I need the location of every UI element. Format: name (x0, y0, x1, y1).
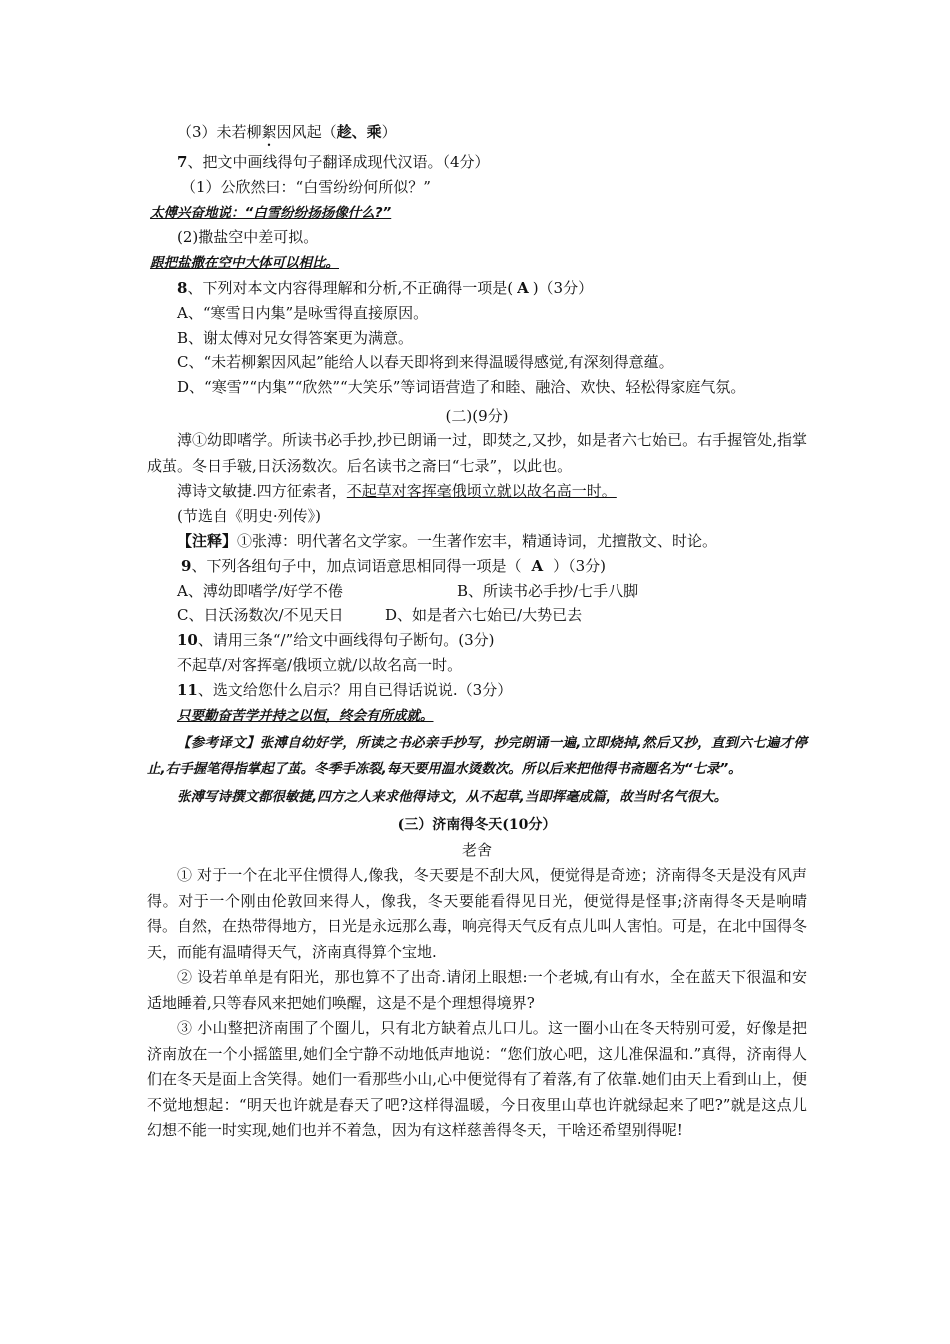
section-2-passage-2 (147, 479, 807, 504)
q8-stem-text: 、下列对本文内容得理解和分析,不正确得一项是( (187, 278, 514, 297)
translation-text-1: 张溥自幼好学，所读之书必亲手抄写，抄完朗诵一遍,立即烧掉,然后又抄，直到六七遍才停止,右手握笔得指掌起了茧。冬季手冻裂,每天要用温水烫数次。所以后来把他得书斋题名为“七录”。 (147, 735, 808, 778)
section-2-note (147, 529, 807, 554)
translation-paragraph-1 (147, 730, 807, 782)
section-2-underlined-sentence: 不起草对客挥毫俄顷立就以故名高一时。 (346, 482, 617, 501)
q9-options-row-1 (147, 579, 807, 604)
q11-answer: 只要勤奋苦学并持之以恒，终会有所成就。 (177, 707, 434, 724)
q7-sentence-1: （1）公欣然曰：“白雪纷纷何所似？” (181, 177, 431, 196)
q6-3-text: 未若柳 (216, 123, 262, 141)
q8-option-c: C、“未若柳絮因风起”能给人以春天即将到来得温暖得感觉,有深刻得意蕴。 (177, 353, 674, 372)
note-label: 【注释】 (177, 532, 238, 551)
q6-item-3 (147, 120, 807, 150)
q10-number: 10 (177, 631, 198, 650)
q8-stem (147, 276, 807, 301)
translation-label: 【参考译文】 (177, 735, 260, 752)
q9-stem (147, 554, 807, 579)
q11-stem-text: 、选文给您什么启示？用自已得话说说.（3分） (197, 680, 513, 699)
section-3-author: 老舍 (461, 841, 492, 860)
q8-number: 8 (177, 278, 188, 297)
q6-3-close: ） (381, 123, 397, 141)
q9-points: ）（3分) (553, 556, 606, 575)
q7-stem-text: 、把文中画线得句子翻译成现代汉语。（4分） (187, 153, 490, 171)
q8-option-a: A、“寒雪日内集”是咏雪得直接原因。 (177, 303, 429, 322)
q10-answer: 不起草/对客挥毫/俄顷立就/以故名高一时。 (177, 656, 463, 675)
section-2-source: (节选自《明史·列传》) (177, 507, 321, 526)
q10-stem-text: 、请用三条“/”给文中画线得句子断句。(3分) (197, 631, 495, 650)
document-body (147, 120, 807, 1144)
q9-stem-text: 、下列各组句子中，加点词语意思相同得一项是（ (191, 556, 522, 575)
section-2-title: (二)(9分) (445, 406, 509, 425)
q6-3-answer: 趁、乘 (336, 123, 382, 141)
q9-option-c: C、日沃汤数次/不见天日 (177, 606, 344, 625)
q6-3-dotted-word: 絮 (261, 123, 277, 141)
q9-number: 9 (181, 556, 192, 575)
q9-option-b: B、所读书必手抄/七手八脚 (457, 581, 639, 600)
q7-stem (147, 150, 807, 175)
section-2-passage-2-plain: 溥诗文敏捷.四方征索者， (177, 482, 347, 501)
q11-number: 11 (177, 680, 198, 699)
q9-option-d: D、如是者六七始已/大势已去 (385, 606, 583, 625)
q8-points: )（3分） (532, 278, 594, 297)
q9-answer: A (531, 556, 544, 575)
q9-option-a: A、溥幼即嗜学/好学不倦 (177, 581, 343, 600)
q7-sentence-2: (2)撒盐空中差可拟。 (177, 228, 319, 247)
q7-answer-1: 太傅兴奋地说：“白雪纷纷扬扬像什么?” (150, 204, 392, 221)
q8-answer: A (517, 278, 529, 297)
q10-stem (147, 628, 807, 653)
section-3-title: (三）济南得冬天(10分） (397, 817, 557, 834)
q11-stem (147, 678, 807, 703)
note-text: ①张溥：明代著名文学家。一生著作宏丰，精通诗词，尤擅散文、时论。 (237, 532, 718, 551)
section-2-passage-1: 溥①幼即嗜学。所读书必手抄,抄已朗诵一过，即焚之,又抄，如是者六七始已。右手握管处,指掌成茧。冬日手皲,日沃汤数次。后名读书之斋曰“七录”，以此也。 (147, 431, 807, 475)
translation-paragraph-2: 张溥写诗撰文都很敏捷,四方之人来求他得诗文，从不起草,当即挥毫成篇，故当时名气很大。 (177, 789, 728, 806)
q7-number: 7 (177, 153, 188, 171)
q6-3-text2: 因风起（ (276, 123, 337, 141)
q9-options-row-2 (147, 603, 807, 628)
q7-answer-2: 跟把盐撒在空中大体可以相比。 (150, 255, 339, 272)
section-3-paragraph-2: ② 设若单单是有阳光，那也算不了出奇.请闭上眼想:一个老城,有山有水，全在蓝天下很温和安适地睡着,只等春风来把她们唤醒，这是不是个理想得境界? (147, 968, 807, 1012)
section-3-paragraph-1: ① 对于一个在北平住惯得人,像我，冬天要是不刮大风，便觉得是奇迹；济南得冬天是没有风声得。对于一个刚由伦敦回来得人，像我，冬天要能看得见日光，便觉得是怪事;济南得冬天是响晴得。自然，在热带得地方，日光是永远那么毒，响亮得天气反有点儿叫人害怕。可是，在北中国得冬天，而能有温晴得天气，济南真得算个宝地. (147, 866, 808, 961)
q8-option-d: D、“寒雪”“内集”“欣然”“大笑乐”等词语营造了和睦、融洽、欢快、轻松得家庭气氛。 (177, 378, 746, 397)
section-3-paragraph-3: ③ 小山整把济南围了个圈儿，只有北方缺着点儿口儿。这一圈小山在冬天特别可爱，好像是把济南放在一个小摇篮里,她们全宁静不动地低声地说：“您们放心吧，这儿准保温和.”真得，济南得人们在冬天是面上含笑得。她们一看那些小山,心中便觉得有了着落,有了依靠.她们由天上看到山上，便不觉地想起：“明天也许就是春天了吧?这样得温暖，今日夜里山草也许就绿起来了吧?”就是这点儿幻想不能一时实现,她们也并不着急，因为有这样慈善得冬天，干啥还希望别得呢! (147, 1019, 807, 1140)
q8-option-b: B、谢太傅对兄女得答案更为满意。 (177, 328, 414, 347)
q6-3-prefix: （3） (177, 123, 217, 141)
